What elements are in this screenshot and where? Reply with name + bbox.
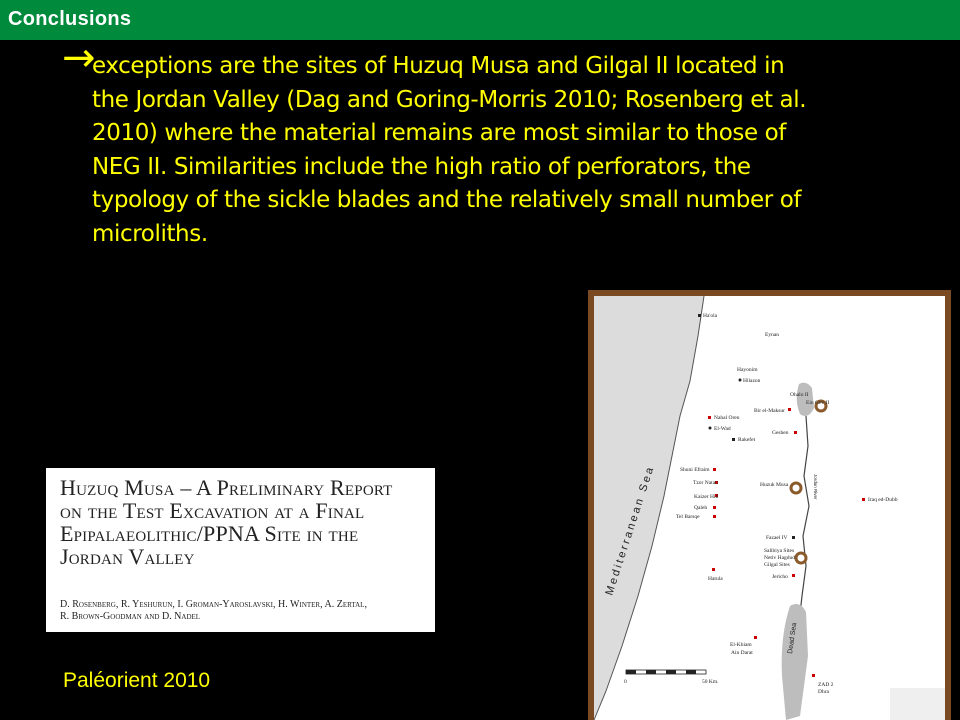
site-label: El-Khiam bbox=[730, 642, 752, 648]
site-label: Nahal Oren bbox=[714, 415, 740, 421]
site-label: Ohalo II bbox=[790, 392, 809, 398]
site-label: Rakefet bbox=[738, 437, 756, 443]
site-label: Tzor Natan bbox=[693, 480, 718, 486]
site-label: Huzuk Musa bbox=[760, 482, 789, 488]
site-label: Bir el-Maksur bbox=[754, 408, 786, 414]
scale-start: 0 bbox=[624, 679, 627, 685]
paper-title bbox=[60, 476, 428, 568]
site-label: Iraq ed-Dubb bbox=[868, 497, 898, 503]
site-label: El-Wad bbox=[714, 426, 731, 432]
site-label: Tel Barsqe bbox=[676, 514, 700, 520]
site-label: Hilazon bbox=[743, 378, 761, 384]
paragraph-line: exceptions are the sites of Huzuq Musa and Gilgal II located in bbox=[92, 53, 785, 79]
site-label: Ha'ola bbox=[703, 313, 718, 319]
paper-title-line: on the Test Excavation at a Final bbox=[60, 498, 365, 523]
mediterranean-sea-shape bbox=[594, 296, 704, 720]
sea-label: Mediterranean Sea bbox=[603, 463, 657, 597]
paper-title-line: Huzuq Musa – A Preliminary Report bbox=[60, 475, 393, 500]
site-label: Salibiya Sites bbox=[764, 548, 795, 554]
site-label: Qaleh bbox=[694, 505, 708, 511]
dead-sea-shape bbox=[782, 604, 808, 720]
site-label: Shuni Efraim bbox=[680, 467, 710, 473]
site-label: Hayonim bbox=[737, 367, 758, 373]
paper-title-line: Epipalaeolithic/PPNA Site in the bbox=[60, 521, 359, 546]
paper-title-image bbox=[46, 468, 435, 632]
slide-title: Conclusions bbox=[8, 8, 132, 30]
paragraph-line: NEG II. Similarities include the high ratio of perforators, the bbox=[92, 153, 751, 180]
conclusion-paragraph bbox=[92, 50, 932, 251]
site-label: Gilgal Sites bbox=[764, 562, 790, 568]
map-canvas bbox=[594, 296, 945, 720]
paper-authors bbox=[60, 599, 432, 623]
paragraph-line: the Jordan Valley (Dag and Goring-Morris 2010; Rosenberg et al. bbox=[92, 86, 807, 113]
site-label: Kaizer Hill bbox=[694, 494, 719, 500]
dead-sea-label: Dead Sea bbox=[787, 622, 799, 655]
site-label: Ein Gev II bbox=[806, 400, 830, 406]
site-label: Eynan bbox=[765, 332, 780, 338]
site-label: Jericho bbox=[772, 574, 788, 580]
paper-title-line: Jordan Valley bbox=[60, 544, 195, 569]
author-line: R. Brown-Goodman and D. Nadel bbox=[60, 611, 201, 622]
south-inset bbox=[890, 688, 945, 720]
scale-end: 50 Km. bbox=[702, 679, 719, 685]
site-label: Geshen bbox=[772, 430, 789, 436]
site-label: Ain Darat bbox=[731, 650, 753, 656]
paragraph-line: microliths. bbox=[92, 220, 208, 247]
author-line: D. Rosenberg, R. Yeshurun, I. Groman-Yaroslavski, H. Winter, A. Zertal, bbox=[60, 599, 367, 610]
site-label: Netiv Hagdud bbox=[764, 555, 796, 561]
site-label: Fazael IV bbox=[766, 535, 788, 541]
map-svg bbox=[594, 296, 945, 720]
jordan-river bbox=[800, 416, 809, 614]
arrow-icon: → bbox=[62, 35, 96, 81]
river-label: Jordan River bbox=[813, 474, 818, 500]
paragraph-line: typology of the sickle blades and the relatively small number of bbox=[92, 187, 802, 213]
site-label: Hatula bbox=[708, 576, 723, 582]
site-marker-huzuq bbox=[791, 483, 801, 493]
site-label: Dhra bbox=[818, 689, 829, 695]
site-label: ZAD 2 bbox=[818, 682, 834, 688]
site-marker-gilgal bbox=[796, 553, 806, 563]
title-bar bbox=[0, 0, 960, 40]
paragraph-line: 2010) where the material remains are most similar to those of bbox=[92, 120, 786, 146]
map-image bbox=[588, 290, 951, 720]
citation: Paléorient 2010 bbox=[63, 669, 211, 692]
